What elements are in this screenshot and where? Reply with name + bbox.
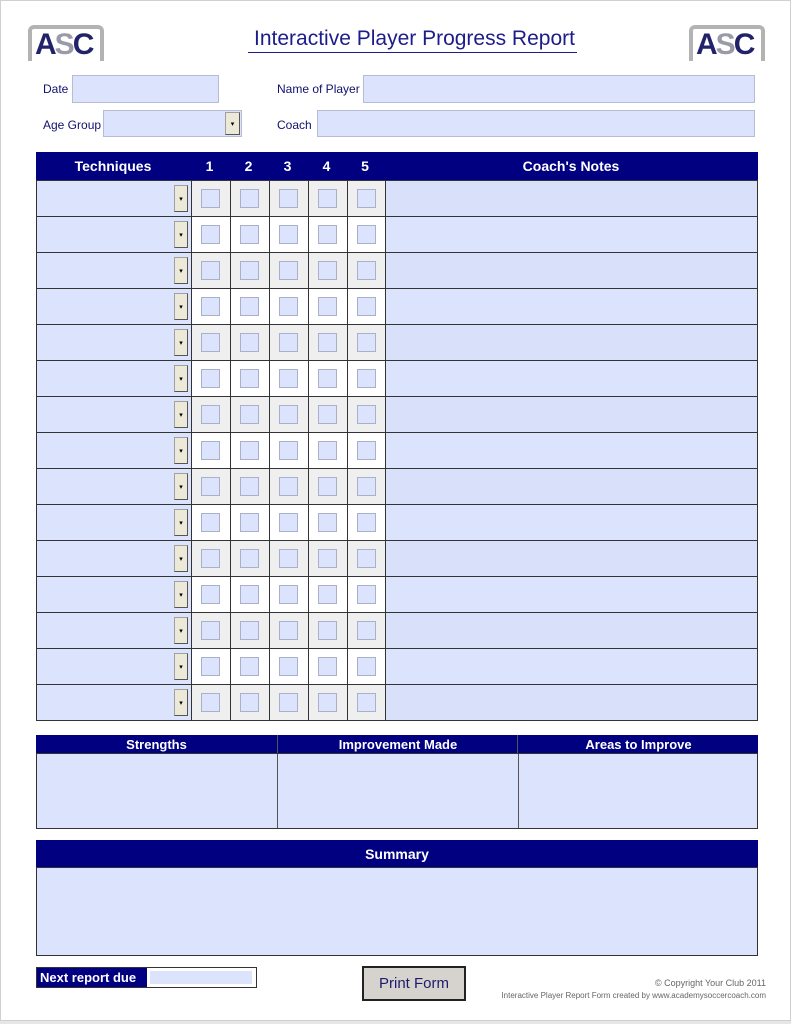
rating-cell-5: [347, 685, 385, 720]
coach-field[interactable]: [317, 110, 755, 137]
rating-checkbox-1[interactable]: [201, 657, 220, 676]
rating-checkbox-1[interactable]: [201, 621, 220, 640]
rating-checkbox-3[interactable]: [279, 261, 298, 280]
coachs-notes-field[interactable]: [385, 685, 757, 720]
rating-cell-2: [230, 361, 269, 396]
coachs-notes-field[interactable]: [385, 433, 757, 468]
rating-checkbox-5[interactable]: [357, 657, 376, 676]
table-row: [37, 180, 757, 216]
technique-select[interactable]: [37, 217, 191, 252]
rating-cell-3: [269, 577, 308, 612]
rating-cell-3: [269, 289, 308, 324]
rating-cell-5: [347, 541, 385, 576]
rating-checkbox-4[interactable]: [318, 189, 337, 208]
rating-cell-2: [230, 433, 269, 468]
rating-checkbox-2[interactable]: [240, 405, 259, 424]
rating-cell-1: [191, 397, 230, 432]
rating-cell-4: [308, 289, 347, 324]
rating-checkbox-1[interactable]: [201, 513, 220, 532]
table-row: [37, 684, 757, 720]
rating-checkbox-2[interactable]: [240, 477, 259, 496]
coachs-notes-field[interactable]: [385, 325, 757, 360]
coachs-notes-field[interactable]: [385, 361, 757, 396]
technique-dropdown-button[interactable]: [174, 581, 188, 608]
coachs-notes-field[interactable]: [385, 469, 757, 504]
table-row: [37, 540, 757, 576]
technique-select[interactable]: [37, 397, 191, 432]
rating-cell-2: [230, 469, 269, 504]
coachs-notes-field[interactable]: [385, 253, 757, 288]
technique-dropdown-button[interactable]: [174, 473, 188, 500]
rating-checkbox-5[interactable]: [357, 585, 376, 604]
rating-cell-5: [347, 289, 385, 324]
table-row: [37, 288, 757, 324]
table-row: [37, 360, 757, 396]
rating-checkbox-3[interactable]: [279, 513, 298, 532]
technique-select[interactable]: [37, 685, 191, 720]
coachs-notes-field[interactable]: [385, 577, 757, 612]
rating-checkbox-4[interactable]: [318, 441, 337, 460]
rating-cell-5: [347, 577, 385, 612]
rating-cell-3: [269, 361, 308, 396]
chevron-down-icon: ▾: [179, 519, 183, 527]
rating-cell-4: [308, 433, 347, 468]
rating-checkbox-4[interactable]: [318, 513, 337, 532]
rating-cell-3: [269, 541, 308, 576]
rating-checkbox-5[interactable]: [357, 333, 376, 352]
chevron-down-icon: ▾: [179, 231, 183, 239]
asc-logo-left: ASC: [28, 25, 104, 61]
rating-header-3: 3: [283, 158, 292, 174]
technique-dropdown-button[interactable]: [174, 185, 188, 212]
rating-checkbox-3[interactable]: [279, 657, 298, 676]
rating-checkbox-3[interactable]: [279, 585, 298, 604]
rating-checkbox-2[interactable]: [240, 549, 259, 568]
improvement-made-textarea[interactable]: [277, 754, 518, 828]
rating-checkbox-3[interactable]: [279, 549, 298, 568]
technique-dropdown-button[interactable]: [174, 221, 188, 248]
rating-cell-5: [347, 253, 385, 288]
rating-cell-5: [347, 649, 385, 684]
rating-cell-2: [230, 397, 269, 432]
copyright-text: © Copyright Your Club 2011: [654, 978, 766, 988]
rating-checkbox-4[interactable]: [318, 297, 337, 316]
rating-cell-1: [191, 289, 230, 324]
page-title: Interactive Player Progress Report: [248, 27, 577, 53]
rating-cell-5: [347, 613, 385, 648]
rating-checkbox-5[interactable]: [357, 189, 376, 208]
rating-cell-2: [230, 577, 269, 612]
rating-cell-1: [191, 253, 230, 288]
strengths-header: Strengths: [126, 737, 187, 752]
technique-select[interactable]: [37, 253, 191, 288]
areas-to-improve-textarea[interactable]: [518, 754, 757, 828]
technique-dropdown-button[interactable]: [174, 329, 188, 356]
chevron-down-icon: ▾: [179, 699, 183, 707]
technique-select[interactable]: [37, 505, 191, 540]
rating-checkbox-3[interactable]: [279, 693, 298, 712]
age-group-dropdown-button[interactable]: [225, 112, 240, 135]
table-row: [37, 468, 757, 504]
print-form-button[interactable]: Print Form: [362, 966, 466, 1001]
table-row: [37, 216, 757, 252]
rating-checkbox-1[interactable]: [201, 441, 220, 460]
areas-to-improve-header: Areas to Improve: [517, 735, 759, 754]
rating-cell-3: [269, 325, 308, 360]
technique-dropdown-button[interactable]: [174, 437, 188, 464]
rating-cell-4: [308, 685, 347, 720]
rating-cell-3: [269, 613, 308, 648]
rating-checkbox-1[interactable]: [201, 189, 220, 208]
rating-checkbox-3[interactable]: [279, 441, 298, 460]
rating-checkbox-2[interactable]: [240, 189, 259, 208]
technique-table: [36, 180, 758, 721]
rating-checkbox-5[interactable]: [357, 549, 376, 568]
rating-header-5: 5: [361, 158, 369, 174]
asc-logo-right: ASC: [689, 25, 765, 61]
technique-select[interactable]: [37, 289, 191, 324]
improvement-made-header: Improvement Made: [277, 735, 518, 754]
rating-cell-4: [308, 541, 347, 576]
rating-checkbox-1[interactable]: [201, 549, 220, 568]
coach-label: Coach: [277, 118, 312, 132]
rating-cell-5: [347, 181, 385, 216]
rating-checkbox-5[interactable]: [357, 369, 376, 388]
chevron-down-icon: ▾: [179, 303, 183, 311]
rating-checkbox-5[interactable]: [357, 513, 376, 532]
technique-select[interactable]: [37, 469, 191, 504]
rating-cell-3: [269, 397, 308, 432]
chevron-down-icon: ▾: [179, 555, 183, 563]
rating-cell-1: [191, 433, 230, 468]
rating-cell-1: [191, 613, 230, 648]
rating-checkbox-2[interactable]: [240, 657, 259, 676]
rating-checkbox-4[interactable]: [318, 333, 337, 352]
chevron-down-icon: ▾: [179, 663, 183, 671]
rating-checkbox-2[interactable]: [240, 513, 259, 532]
rating-cell-3: [269, 217, 308, 252]
rating-cell-2: [230, 613, 269, 648]
chevron-down-icon: ▾: [230, 120, 235, 128]
next-report-due-field[interactable]: [150, 971, 252, 984]
technique-dropdown-button[interactable]: [174, 545, 188, 572]
coachs-notes-field[interactable]: [385, 505, 757, 540]
rating-cell-1: [191, 217, 230, 252]
technique-select[interactable]: [37, 649, 191, 684]
rating-checkbox-5[interactable]: [357, 225, 376, 244]
coachs-notes-field[interactable]: [385, 289, 757, 324]
rating-cell-1: [191, 361, 230, 396]
rating-cell-1: [191, 469, 230, 504]
chevron-down-icon: ▾: [179, 627, 183, 635]
table-row: [37, 252, 757, 288]
table-row: [37, 612, 757, 648]
rating-cell-4: [308, 613, 347, 648]
rating-header-2: 2: [244, 158, 253, 174]
technique-select[interactable]: [37, 577, 191, 612]
technique-dropdown-button[interactable]: [174, 257, 188, 284]
rating-header-4: 4: [322, 158, 331, 174]
rating-checkbox-4[interactable]: [318, 657, 337, 676]
rating-cell-5: [347, 361, 385, 396]
rating-cell-4: [308, 649, 347, 684]
rating-checkbox-4[interactable]: [318, 585, 337, 604]
coachs-notes-field[interactable]: [385, 397, 757, 432]
assessment-header: [36, 735, 758, 754]
rating-cell-4: [308, 253, 347, 288]
rating-checkbox-2[interactable]: [240, 693, 259, 712]
rating-cell-4: [308, 577, 347, 612]
rating-checkbox-3[interactable]: [279, 297, 298, 316]
rating-checkbox-1[interactable]: [201, 297, 220, 316]
rating-checkbox-3[interactable]: [279, 405, 298, 424]
rating-checkbox-1[interactable]: [201, 261, 220, 280]
rating-cell-5: [347, 469, 385, 504]
coachs-notes-field[interactable]: [385, 613, 757, 648]
rating-cell-5: [347, 505, 385, 540]
rating-checkbox-4[interactable]: [318, 405, 337, 424]
rating-checkbox-1[interactable]: [201, 477, 220, 496]
rating-cell-3: [269, 253, 308, 288]
rating-checkbox-1[interactable]: [201, 405, 220, 424]
rating-cell-2: [230, 289, 269, 324]
chevron-down-icon: ▾: [179, 339, 183, 347]
rating-checkbox-5[interactable]: [357, 477, 376, 496]
technique-select[interactable]: [37, 433, 191, 468]
rating-checkbox-4[interactable]: [318, 477, 337, 496]
rating-cell-3: [269, 685, 308, 720]
rating-checkbox-2[interactable]: [240, 297, 259, 316]
rating-cell-1: [191, 325, 230, 360]
rating-checkbox-3[interactable]: [279, 189, 298, 208]
rating-checkbox-4[interactable]: [318, 621, 337, 640]
rating-checkbox-4[interactable]: [318, 261, 337, 280]
rating-cell-1: [191, 649, 230, 684]
rating-checkbox-5[interactable]: [357, 441, 376, 460]
rating-checkbox-1[interactable]: [201, 585, 220, 604]
rating-checkbox-3[interactable]: [279, 477, 298, 496]
rating-checkbox-2[interactable]: [240, 585, 259, 604]
name-of-player-label: Name of Player: [277, 82, 360, 96]
rating-checkbox-4[interactable]: [318, 549, 337, 568]
rating-cell-4: [308, 469, 347, 504]
summary-textarea[interactable]: [36, 867, 758, 956]
rating-cell-5: [347, 397, 385, 432]
rating-checkbox-4[interactable]: [318, 369, 337, 388]
technique-dropdown-button[interactable]: [174, 509, 188, 536]
rating-cell-4: [308, 361, 347, 396]
rating-checkbox-4[interactable]: [318, 225, 337, 244]
technique-dropdown-button[interactable]: [174, 617, 188, 644]
rating-cell-3: [269, 433, 308, 468]
rating-checkbox-2[interactable]: [240, 225, 259, 244]
rating-checkbox-4[interactable]: [318, 693, 337, 712]
rating-cell-2: [230, 325, 269, 360]
age-group-label: Age Group: [43, 118, 102, 132]
age-group-select[interactable]: [103, 110, 242, 137]
rating-cell-4: [308, 217, 347, 252]
name-of-player-field[interactable]: [363, 75, 755, 103]
coachs-notes-field[interactable]: [385, 541, 757, 576]
technique-dropdown-button[interactable]: [174, 401, 188, 428]
technique-dropdown-button[interactable]: [174, 365, 188, 392]
date-label: Date: [43, 82, 69, 96]
chevron-down-icon: ▾: [179, 447, 183, 455]
coachs-notes-field[interactable]: [385, 181, 757, 216]
chevron-down-icon: ▾: [179, 411, 183, 419]
technique-dropdown-button[interactable]: [174, 293, 188, 320]
rating-checkbox-5[interactable]: [357, 261, 376, 280]
rating-checkbox-2[interactable]: [240, 333, 259, 352]
assessment-boxes: [36, 753, 758, 829]
technique-dropdown-button[interactable]: [174, 653, 188, 680]
rating-cell-4: [308, 505, 347, 540]
rating-cell-3: [269, 505, 308, 540]
chevron-down-icon: ▾: [179, 195, 183, 203]
rating-cell-3: [269, 649, 308, 684]
rating-checkbox-5[interactable]: [357, 693, 376, 712]
rating-cell-3: [269, 181, 308, 216]
chevron-down-icon: ▾: [179, 591, 183, 599]
rating-checkbox-5[interactable]: [357, 297, 376, 316]
rating-cell-2: [230, 217, 269, 252]
rating-checkbox-1[interactable]: [201, 333, 220, 352]
rating-checkbox-2[interactable]: [240, 441, 259, 460]
table-row: [37, 432, 757, 468]
rating-cell-2: [230, 253, 269, 288]
rating-cell-5: [347, 217, 385, 252]
rating-cell-2: [230, 685, 269, 720]
techniques-header: Techniques: [74, 158, 152, 174]
chevron-down-icon: ▾: [179, 375, 183, 383]
rating-checkbox-3[interactable]: [279, 369, 298, 388]
chevron-down-icon: ▾: [179, 483, 183, 491]
rating-checkbox-2[interactable]: [240, 261, 259, 280]
next-report-due-label: Next report due: [37, 968, 147, 987]
rating-checkbox-5[interactable]: [357, 621, 376, 640]
rating-header-1: 1: [205, 158, 214, 174]
rating-cell-1: [191, 505, 230, 540]
technique-select[interactable]: [37, 325, 191, 360]
summary-header: [36, 840, 758, 867]
technique-select[interactable]: [37, 181, 191, 216]
table-row: [37, 576, 757, 612]
strengths-textarea[interactable]: [37, 754, 277, 828]
rating-cell-1: [191, 685, 230, 720]
credit-text: Interactive Player Report Form created by www.academysoccercoach.com: [501, 991, 766, 1000]
table-row: [37, 648, 757, 684]
technique-dropdown-button[interactable]: [174, 689, 188, 716]
summary-label: Summary: [365, 845, 429, 862]
rating-checkbox-1[interactable]: [201, 225, 220, 244]
rating-cell-2: [230, 505, 269, 540]
rating-checkbox-3[interactable]: [279, 333, 298, 352]
technique-select[interactable]: [37, 541, 191, 576]
coachs-notes-header: Coach's Notes: [522, 158, 620, 174]
coachs-notes-field[interactable]: [385, 217, 757, 252]
rating-checkbox-3[interactable]: [279, 225, 298, 244]
rating-cell-5: [347, 433, 385, 468]
rating-checkbox-2[interactable]: [240, 369, 259, 388]
rating-cell-5: [347, 325, 385, 360]
rating-checkbox-5[interactable]: [357, 405, 376, 424]
chevron-down-icon: ▾: [179, 267, 183, 275]
rating-cell-4: [308, 325, 347, 360]
date-field[interactable]: [72, 75, 219, 103]
rating-cell-1: [191, 577, 230, 612]
rating-cell-3: [269, 469, 308, 504]
rating-checkbox-3[interactable]: [279, 621, 298, 640]
next-report-due: [36, 967, 257, 988]
coachs-notes-field[interactable]: [385, 649, 757, 684]
table-row: [37, 396, 757, 432]
table-row: [37, 504, 757, 540]
rating-checkbox-1[interactable]: [201, 369, 220, 388]
rating-cell-4: [308, 181, 347, 216]
rating-checkbox-2[interactable]: [240, 621, 259, 640]
rating-cell-2: [230, 541, 269, 576]
rating-checkbox-1[interactable]: [201, 693, 220, 712]
rating-cell-4: [308, 397, 347, 432]
technique-select[interactable]: [37, 613, 191, 648]
rating-cell-2: [230, 181, 269, 216]
technique-table-header: [36, 152, 758, 180]
technique-select[interactable]: [37, 361, 191, 396]
rating-cell-2: [230, 649, 269, 684]
rating-cell-1: [191, 181, 230, 216]
rating-cell-1: [191, 541, 230, 576]
table-row: [37, 324, 757, 360]
